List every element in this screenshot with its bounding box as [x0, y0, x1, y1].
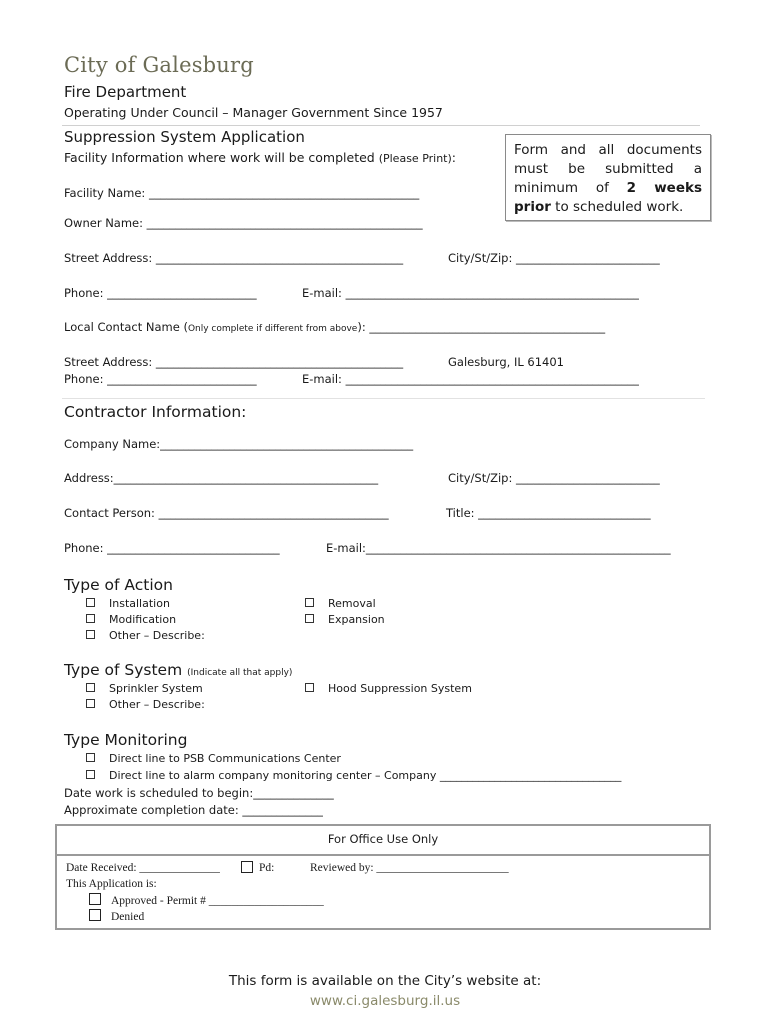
company-name-field[interactable]: Company Name:____________________________________________	[64, 437, 414, 451]
facility-intro-text: Facility Information where work will be completed	[64, 150, 375, 165]
system-other-label: Other – Describe:	[109, 698, 205, 711]
local-contact-label: Local Contact Name (	[64, 320, 188, 334]
footer-text: This form is available on the City’s website at:	[228, 973, 542, 989]
city-st-zip-field[interactable]: City/St/Zip: _________________________	[448, 251, 660, 265]
notice-text-b: to scheduled work.	[550, 199, 684, 215]
email-2-field[interactable]: E-mail: ___________________________________________________	[302, 372, 639, 386]
application-status-label: This Application is:	[66, 878, 157, 890]
alarm-company-label[interactable]: Direct line to alarm company monitoring center – Company _________________________________	[109, 769, 622, 782]
contact-person-field[interactable]: Contact Person: ________________________________________	[64, 506, 389, 520]
facility-divider	[62, 398, 705, 399]
system-title-text: Type of System	[64, 661, 183, 679]
tagline: Operating Under Council – Manager Government Since 1957	[64, 105, 443, 120]
contractor-city-field[interactable]: City/St/Zip: _________________________	[448, 471, 660, 485]
installation-label: Installation	[109, 597, 170, 610]
action-other-label: Other – Describe:	[109, 629, 205, 642]
installation-checkbox[interactable]	[86, 598, 95, 607]
local-contact-note: Only complete if different from above	[187, 324, 358, 334]
street-address-2-field[interactable]: Street Address: ___________________________________________	[64, 355, 404, 369]
local-contact-field[interactable]	[64, 320, 605, 334]
city-fixed-text: Galesburg, IL 61401	[448, 355, 564, 369]
contractor-title: Contractor Information:	[64, 403, 247, 421]
facility-intro	[64, 150, 456, 165]
denied-checkbox[interactable]	[89, 909, 101, 921]
phone-2-field[interactable]: Phone: __________________________	[64, 372, 257, 386]
completion-date-field[interactable]: Approximate completion date: ______________	[64, 803, 323, 817]
sprinkler-label: Sprinkler System	[109, 682, 203, 695]
form-title: Suppression System Application	[64, 128, 305, 146]
contractor-title-field[interactable]: Title: ______________________________	[446, 506, 651, 520]
header-divider	[62, 125, 700, 126]
expansion-checkbox[interactable]	[305, 614, 314, 623]
local-contact-end: ): _________________________________________	[357, 320, 606, 334]
street-address-field[interactable]: Street Address: ___________________________________________	[64, 251, 404, 265]
modification-label: Modification	[109, 613, 177, 626]
expansion-label: Expansion	[328, 613, 385, 626]
system-title-note: (Indicate all that apply)	[187, 668, 293, 678]
date-received-field[interactable]: Date Received: ______________	[66, 862, 220, 874]
monitoring-title: Type Monitoring	[64, 731, 188, 749]
city-title: City of Galesburg	[64, 53, 254, 77]
action-other-checkbox[interactable]	[86, 630, 95, 639]
removal-checkbox[interactable]	[305, 598, 314, 607]
pd-checkbox[interactable]	[241, 861, 253, 873]
action-title: Type of Action	[64, 576, 173, 594]
removal-label: Removal	[328, 597, 376, 610]
phone-field[interactable]: Phone: __________________________	[64, 286, 257, 300]
facility-intro-colon: :	[451, 150, 457, 165]
begin-date-field[interactable]: Date work is scheduled to begin:______________	[64, 786, 334, 800]
department-title: Fire Department	[64, 83, 187, 101]
notice-text-a: Form and all documents must be submitted a minimum of	[514, 142, 702, 196]
facility-intro-note: (Please Print)	[378, 152, 452, 165]
psb-checkbox[interactable]	[86, 753, 95, 762]
facility-name-field[interactable]: Facility Name: _______________________________________________	[64, 186, 420, 200]
contractor-email-field[interactable]: E-mail:_____________________________________________________	[326, 541, 671, 555]
contractor-phone-field[interactable]: Phone: ______________________________	[64, 541, 280, 555]
denied-label: Denied	[111, 911, 145, 923]
alarm-company-checkbox[interactable]	[86, 770, 95, 779]
sprinkler-checkbox[interactable]	[86, 683, 95, 692]
website-link[interactable]: www.ci.galesburg.il.us	[309, 993, 461, 1009]
hood-label: Hood Suppression System	[328, 682, 472, 695]
contractor-address-field[interactable]: Address:______________________________________________	[64, 471, 379, 485]
approved-checkbox[interactable]	[89, 893, 101, 905]
email-field[interactable]: E-mail: ___________________________________________________	[302, 286, 639, 300]
modification-checkbox[interactable]	[86, 614, 95, 623]
psb-label: Direct line to PSB Communications Center	[109, 752, 341, 765]
notice-box	[505, 134, 711, 221]
notice-text-bold: 2 weeks prior	[514, 180, 702, 215]
pd-label: Pd:	[259, 862, 275, 874]
hood-checkbox[interactable]	[305, 683, 314, 692]
owner-name-field[interactable]: Owner Name: ________________________________________________	[64, 216, 423, 230]
reviewed-by-field[interactable]: Reviewed by: _______________________	[310, 862, 509, 874]
system-title	[64, 661, 292, 679]
office-title: For Office Use Only	[327, 832, 439, 846]
approved-permit-field[interactable]: Approved - Permit # ____________________	[111, 895, 324, 907]
system-other-checkbox[interactable]	[86, 699, 95, 708]
